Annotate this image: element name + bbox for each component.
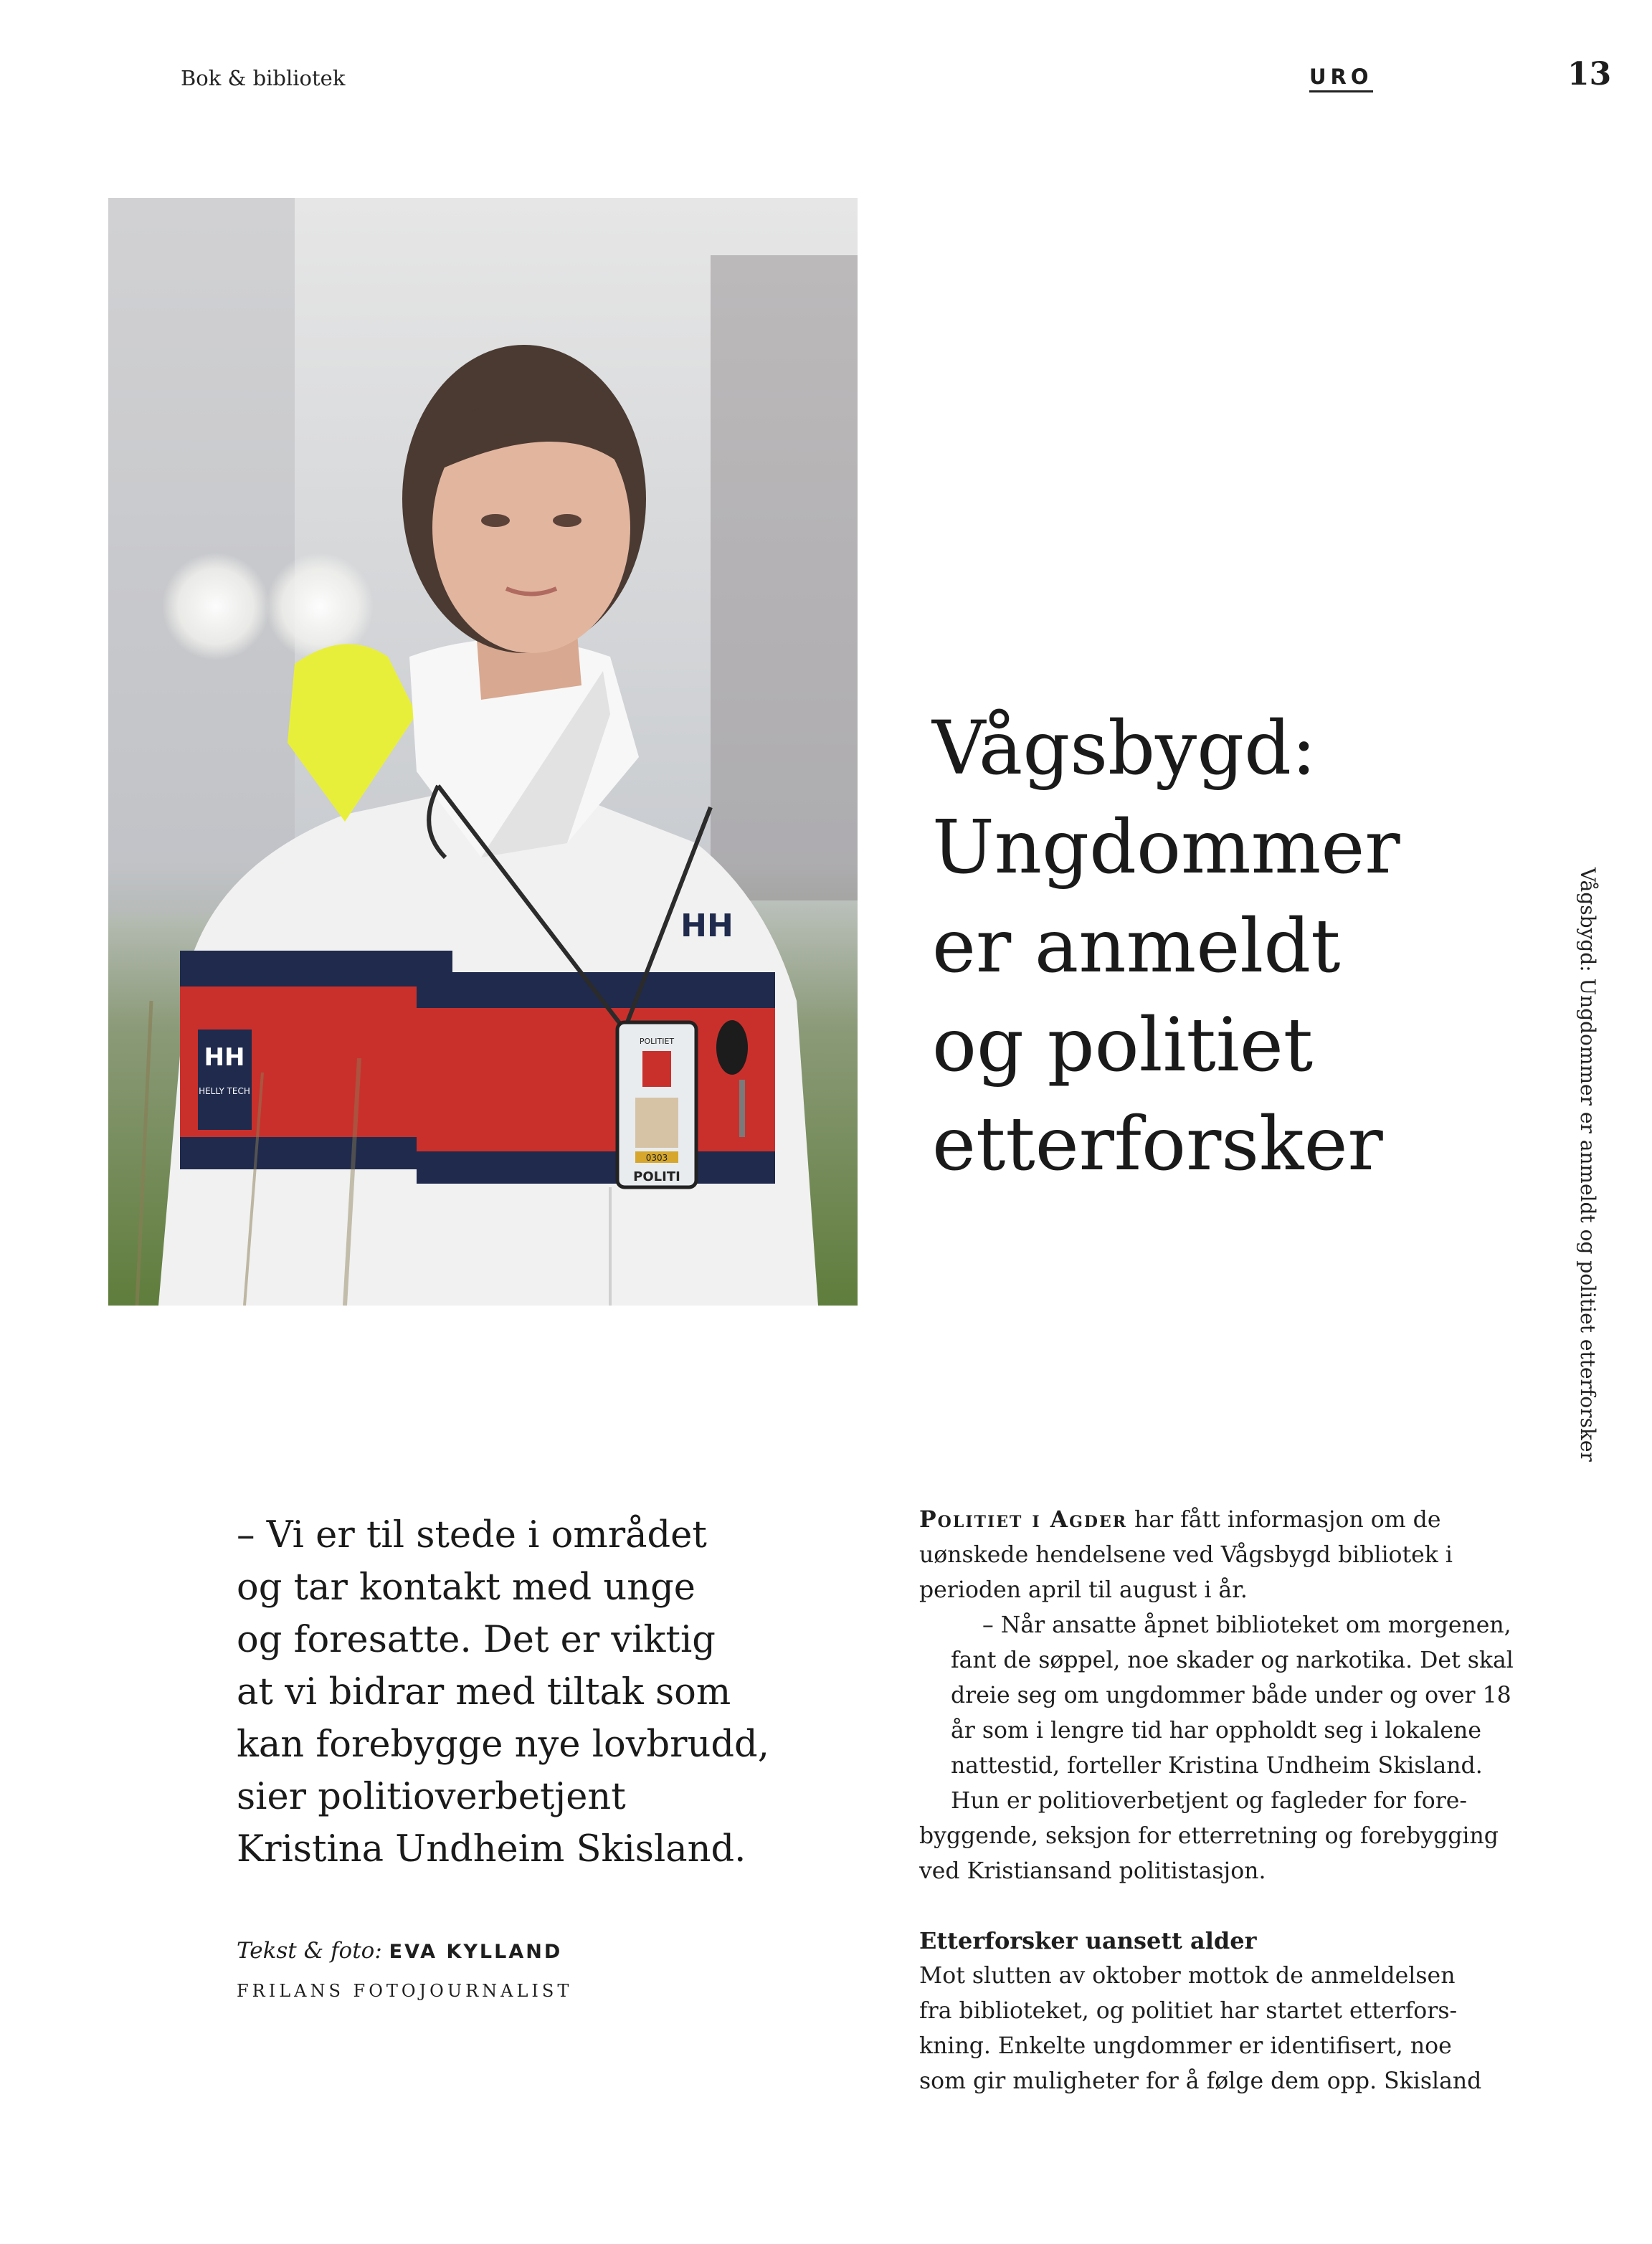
headline-line: etterforsker [932, 1101, 1383, 1187]
badge-number-text: 0303 [645, 1153, 668, 1163]
article-line: perioden april til august i år. [919, 1577, 1248, 1603]
byline-label: Tekst & foto: [237, 1938, 382, 1964]
pull-quote-line: at vi bidrar med tiltak som [237, 1671, 731, 1713]
article-line: dreie seg om ungdommer både under og over 18 [951, 1683, 1511, 1708]
pull-quote-line: Kristina Undheim Skisland. [237, 1828, 746, 1870]
badge-label-text: POLITI [633, 1169, 680, 1184]
article-line: Politiet i Agder har fått informasjon om de [919, 1506, 1441, 1533]
portrait-photo [108, 198, 858, 1306]
headline-line: Ungdommer [932, 804, 1400, 890]
article-line: som gir muligheter for å følge dem opp. Skisland [919, 2068, 1482, 2094]
badge-header-text: POLITIET [639, 1037, 675, 1046]
article-line: fra biblioteket, og politiet har startet etterfors- [919, 1998, 1458, 2024]
byline-role: FRILANS FOTOJOURNALIST [237, 1981, 573, 2001]
headline-line: er anmeldt [932, 903, 1341, 989]
bokeh-light-left [162, 553, 270, 660]
article-lead-in: Politiet i Agder [919, 1506, 1127, 1533]
sleeve-logo-text: HH [204, 1043, 245, 1072]
article-line: ved Kristiansand politistasjon. [919, 1858, 1266, 1884]
headline-line: Vågsbygd: [932, 705, 1316, 791]
article-headline [932, 699, 1477, 1194]
magazine-name: URO [1309, 63, 1373, 92]
article-subheading: Etterforsker uansett alder [919, 1927, 1257, 1954]
pull-quote-line: og foresatte. Det er viktig [237, 1619, 716, 1661]
article-line: Mot slutten av oktober mottok de anmeldelsen [919, 1963, 1456, 1989]
article-line: kning. Enkelte ungdommer er identifisert, noe [919, 2033, 1452, 2059]
article-paragraph [919, 1784, 1499, 1889]
article-line: byggende, seksjon for etterretning og forebygging [919, 1823, 1499, 1849]
article-paragraph [919, 1959, 1482, 2099]
bokeh-light-right [266, 553, 374, 660]
pull-quote-line: kan forebygge nye lovbrudd, [237, 1724, 769, 1766]
headline-line: og politiet [932, 1002, 1314, 1088]
running-head-section: Bok & bibliotek [181, 66, 346, 90]
article-line: fant de søppel, noe skader og narkotika. Det skal [951, 1648, 1514, 1673]
page-number: 13 [1567, 56, 1612, 92]
vertical-side-title: Vågsbygd: Ungdommer er anmeldt og politiet etterforsker [1576, 867, 1600, 1462]
byline [237, 1934, 572, 2008]
article-paragraph [919, 1502, 1478, 1608]
pull-quote-line: og tar kontakt med unge [237, 1566, 696, 1609]
article-line: år som i lengre tid har oppholdt seg i lokalene [951, 1718, 1481, 1744]
article-line: – Når ansatte åpnet biblioteket om morgenen, [982, 1612, 1511, 1638]
article-line: nattestid, forteller Kristina Undheim Skisland. [951, 1753, 1483, 1779]
article-paragraph [919, 1608, 1514, 1784]
sleeve-brand-text: HELLY TECH [199, 1086, 250, 1096]
pull-quote [237, 1509, 782, 1875]
pull-quote-line: sier politioverbetjent [237, 1776, 626, 1818]
pull-quote-line: – Vi er til stede i området [237, 1514, 707, 1556]
article-body [919, 1502, 1514, 2099]
article-line: Hun er politioverbetjent og fagleder for fore- [951, 1788, 1468, 1814]
article-line: uønskede hendelsene ved Vågsbygd bibliotek i [919, 1542, 1453, 1568]
byline-author: EVA KYLLAND [389, 1941, 563, 1963]
chest-logo-text: HH [680, 908, 734, 944]
